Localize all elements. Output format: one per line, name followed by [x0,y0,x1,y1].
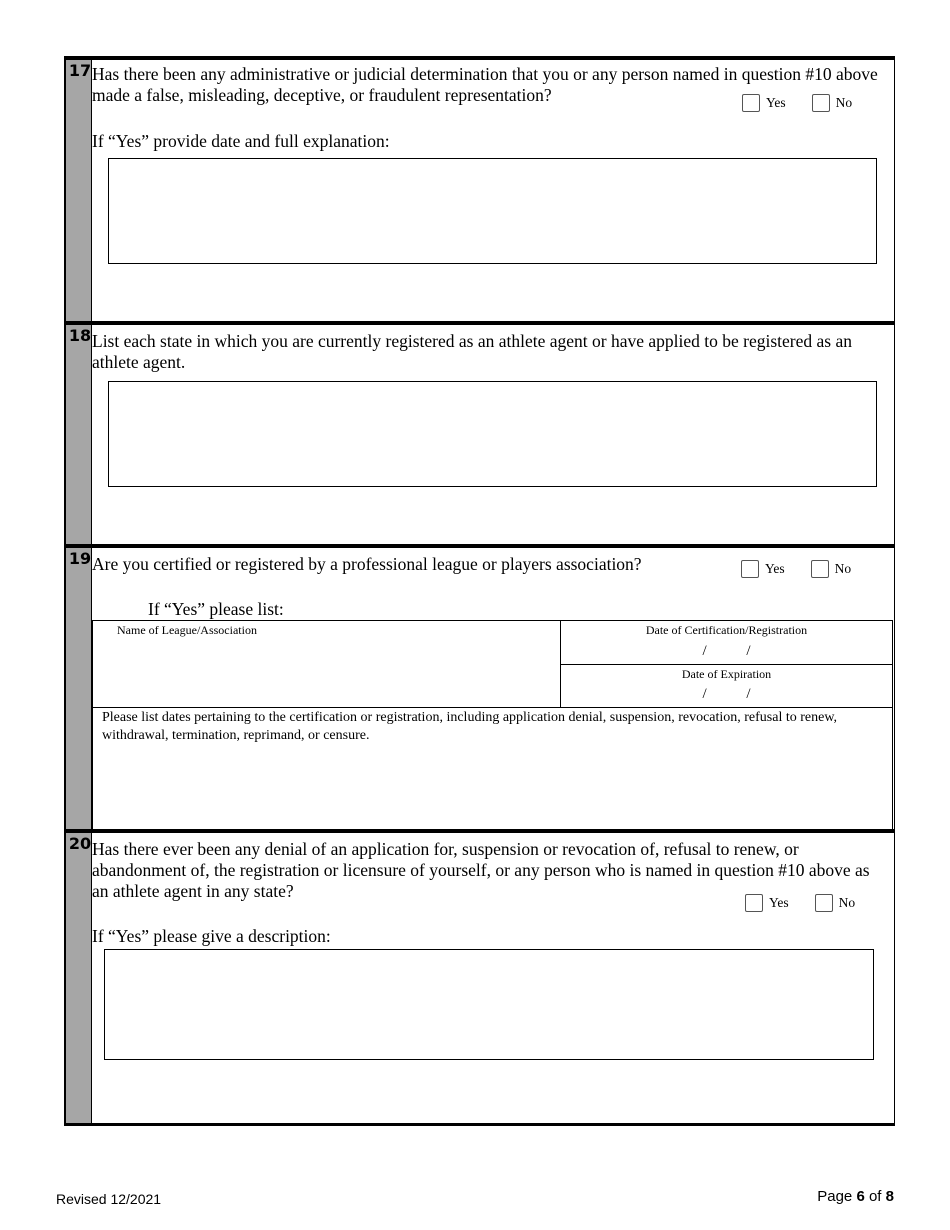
question-number-column [64,60,92,322]
question-number: 17 [68,61,92,80]
question-18-text: List each state in which you are currently registered as an athlete agent or have applied to be registered as an athlete agent. [92,331,852,372]
yes-label: Yes [765,561,785,576]
question-20-text: Has there ever been any denial of an application for, suspension or revocation of, refusal to renew, or abandonment of, the registration or licensure of yourself, or any person who is named in question #10 above as an athlete agent in any state? [92,839,870,901]
no-checkbox[interactable] [815,894,833,912]
expiration-date-field[interactable] [560,664,893,708]
question-number: 18 [68,326,92,345]
question-number-column [64,833,92,1123]
certification-dates-details-field[interactable] [92,707,893,833]
expiration-date-slashes: / / [702,686,751,702]
question-20-yes-no [745,894,881,912]
page-indicator [817,1188,894,1205]
yes-label: Yes [766,95,786,110]
certification-date-slashes: / / [702,643,751,659]
question-17-followup: If “Yes” provide date and full explanation: [92,131,390,151]
expiration-date-header: Date of Expiration [681,667,772,681]
question-number: 20 [68,834,92,853]
question-17-explanation-field[interactable] [108,158,877,264]
revision-date: Revised 12/2021 [56,1191,162,1207]
question-18-states-field[interactable] [108,381,877,487]
question-20-description-field[interactable] [104,949,874,1060]
no-label: No [835,95,853,110]
no-label: No [838,895,856,910]
question-20-section [64,829,895,1126]
yes-checkbox[interactable] [741,560,759,578]
dates-instruction: Please list dates pertaining to the certification or registration, including application denial, suspension, revocation, refusal to renew, withdrawal, termination, reprimand, or censure. [102,710,838,743]
page-prefix: Page [817,1188,853,1205]
question-19-text: Are you certified or registered by a professional league or players association? [92,554,642,574]
yes-checkbox[interactable] [745,894,763,912]
yes-label: Yes [769,895,789,910]
page-total: 8 [885,1188,894,1205]
question-17-section [64,56,895,322]
question-17-yes-no [742,94,878,112]
question-19-section [64,544,895,831]
page-of: of [868,1188,882,1205]
question-19-followup: If “Yes” please list: [148,599,284,619]
certification-date-header: Date of Certification/Registration [645,623,808,637]
question-17-text: Has there been any administrative or judicial determination that you or any person named in question #10 above made a false, misleading, deceptive, or fraudulent representation? [92,64,878,105]
question-18-section [64,321,895,546]
question-19-yes-no [741,560,877,578]
league-name-field[interactable] [92,620,561,708]
league-name-header: Name of League/Association [117,623,257,637]
yes-checkbox[interactable] [742,94,760,112]
question-number-column [64,548,92,831]
no-checkbox[interactable] [812,94,830,112]
page-current: 6 [856,1188,865,1205]
question-number: 19 [68,549,92,568]
question-number-column [64,325,92,546]
no-checkbox[interactable] [811,560,829,578]
no-label: No [834,561,852,576]
question-20-followup: If “Yes” please give a description: [92,926,331,946]
certification-date-field[interactable] [560,620,893,665]
